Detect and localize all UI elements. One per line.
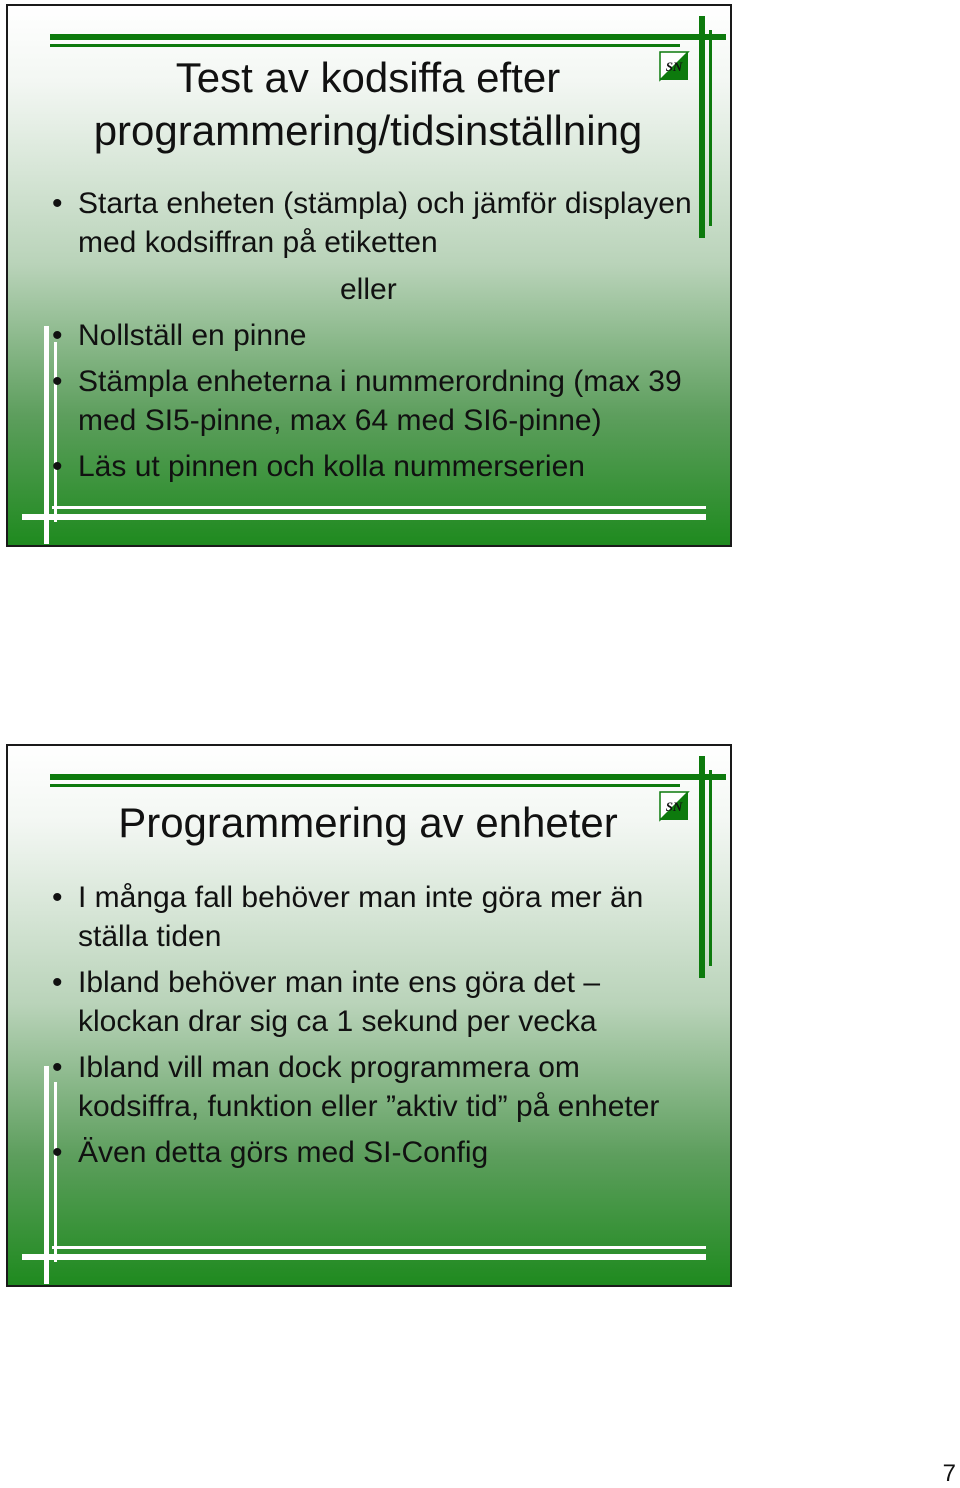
list-item: • I många fall behöver man inte göra mer än ställa tiden — [52, 881, 644, 953]
decorative-bar-right-thin — [709, 30, 712, 226]
decorative-bar-left — [44, 1066, 49, 1284]
decorative-bar-right-thin — [709, 770, 712, 966]
slide-1 — [6, 4, 732, 547]
svg-text:SN: SN — [665, 59, 683, 74]
separator-text: eller — [340, 273, 397, 306]
decorative-rule-top — [50, 34, 726, 40]
slide-2 — [6, 744, 732, 1287]
decorative-rule-top-thin — [50, 44, 680, 47]
list-item: • Ibland behöver man inte ens göra det – klockan drar sig ca 1 sekund per vecka — [52, 966, 601, 1038]
bullet-list — [52, 184, 702, 262]
slide-title: Test av kodsiffa efter programmering/tidsinställning — [93, 54, 643, 154]
decorative-rule-top — [50, 774, 726, 780]
bullet-list — [52, 878, 702, 1172]
list-item: • Ibland vill man dock programmera om kodsiffra, funktion eller ”aktiv tid” på enheter — [52, 1051, 660, 1123]
decorative-rule-top-thin — [50, 784, 680, 787]
decorative-rule-bottom-thin — [52, 1246, 706, 1249]
decorative-rule-bottom — [22, 1254, 706, 1260]
decorative-bar-left — [44, 326, 49, 544]
list-item: • Stämpla enheterna i nummerordning (max 39 med SI5-pinne, max 64 med SI6-pinne) — [52, 365, 682, 437]
list-item: • Starta enheten (stämpla) och jämför displayen med kodsiffran på etiketten — [52, 187, 692, 259]
decorative-rule-bottom-thin — [52, 506, 706, 509]
list-item: • Även detta görs med SI-Config — [52, 1136, 489, 1169]
decorative-rule-bottom — [22, 514, 706, 520]
list-item: • Läs ut pinnen och kolla nummerserien — [52, 450, 585, 483]
svg-text:SN: SN — [665, 799, 683, 814]
list-item: • Nollställ en pinne — [52, 319, 307, 352]
page-number: 7 — [942, 1460, 956, 1487]
bullet-list — [52, 316, 702, 486]
slide-title: Programmering av enheter — [118, 799, 618, 846]
